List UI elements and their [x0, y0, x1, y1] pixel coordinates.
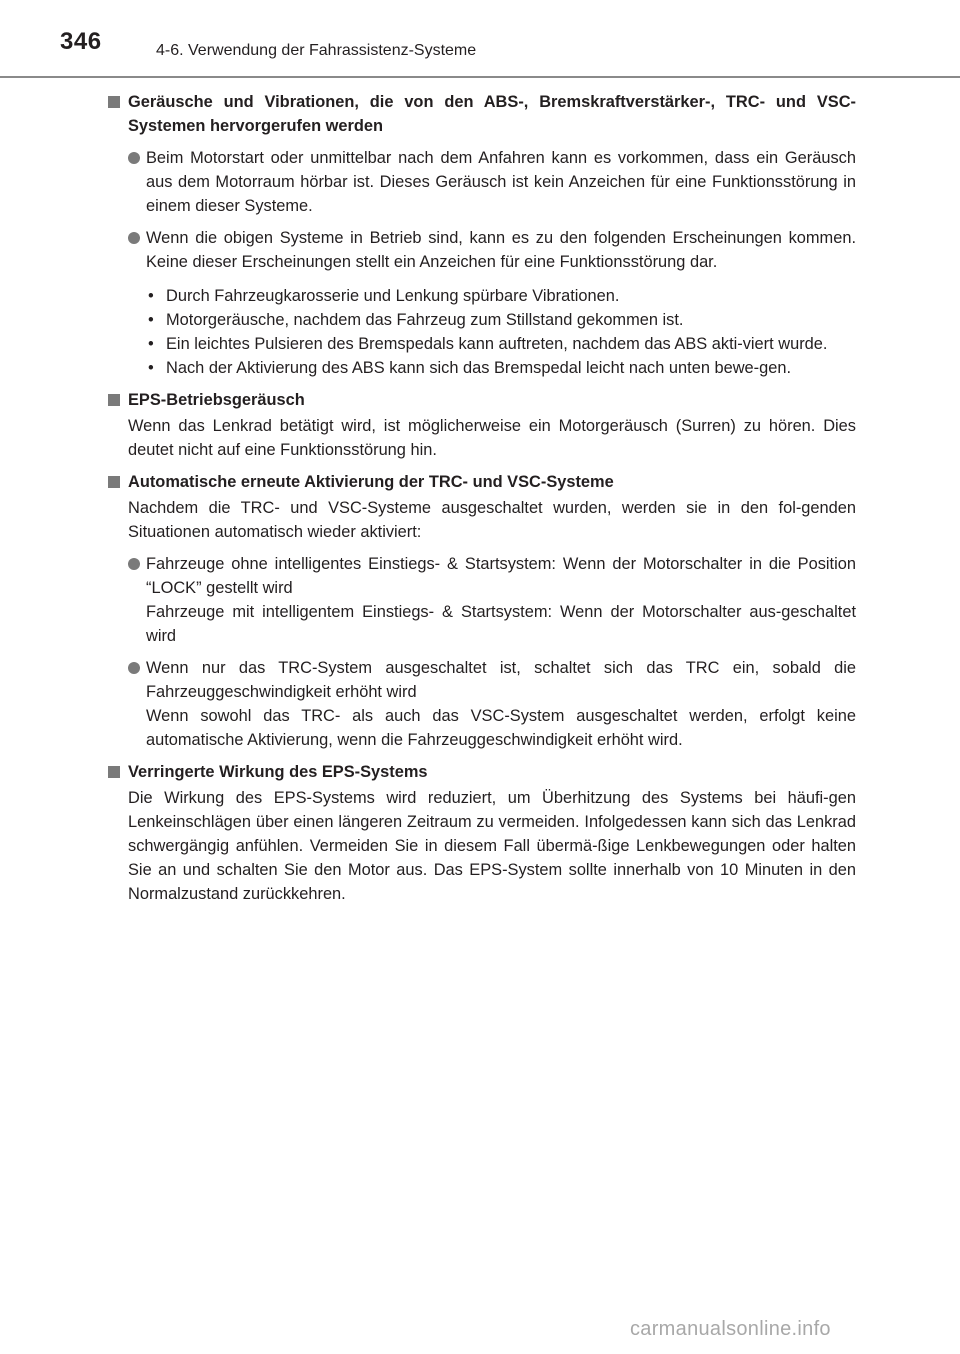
page-content [108, 90, 856, 914]
dot-bullet-icon: • [148, 311, 154, 329]
section-heading: Verringerte Wirkung des EPS-Systems [108, 760, 856, 784]
section-eps-reduced [108, 760, 856, 906]
bullet-item: • Nach der Aktivierung des ABS kann sich das Bremspedal leicht nach unten bewe-gen. [146, 356, 856, 380]
list-item: Wenn die obigen Systeme in Betrieb sind, kann es zu den folgenden Erscheinungen kommen. Keine dieser Erscheinungen stellt ein Anzeichen für eine Funktionsstörung dar. [108, 226, 856, 274]
bullet-item: • Ein leichtes Pulsieren des Bremspedals kann auftreten, nachdem das ABS akti-viert wurde. [146, 332, 856, 356]
square-bullet-icon [108, 766, 120, 778]
bullet-list [108, 284, 856, 380]
bullet-item: • Motorgeräusche, nachdem das Fahrzeug zum Stillstand gekommen ist. [146, 308, 856, 332]
list-item: Fahrzeuge ohne intelligentes Einstiegs- & Startsystem: Wenn der Motorschalter in die Position “LOCK” gestellt wird Fahrzeuge mit intelligentem Einstiegs- & Startsystem: Wenn der Motorschalter aus-geschaltet wird [108, 552, 856, 648]
bullet-item: • Durch Fahrzeugkarosserie und Lenkung spürbare Vibrationen. [146, 284, 856, 308]
section-paragraph: Die Wirkung des EPS-Systems wird reduziert, um Überhitzung des Systems bei häufi-gen Lenkeinschlägen über einen längeren Zeitraum zu vermeiden. Infolgedessen kann sich das Lenkrad schwergängig anfühlen. Vermeiden Sie in diesem Fall übermä-ßige Lenkbewegungen oder halten Sie an und schalten Sie den Motor aus. Das EPS-System sollte innerhalb von 10 Minuten in den Normalzustand zurückkehren. [128, 789, 856, 903]
page-header [0, 0, 960, 78]
dot-bullet-icon: • [148, 335, 154, 353]
square-bullet-icon [108, 96, 120, 108]
circle-bullet-icon [128, 232, 140, 244]
header-divider [0, 76, 960, 78]
section-heading: Geräusche und Vibrationen, die von den ABS-, Bremskraftverstärker-, TRC- und VSC-Systemen hervorgerufen werden [108, 90, 856, 138]
list-item: Wenn nur das TRC-System ausgeschaltet ist, schaltet sich das TRC ein, sobald die Fahrzeuggeschwindigkeit erhöht wird Wenn sowohl das TRC- als auch das VSC-System ausgeschaltet werden, erfolgt keine automatische Aktivierung, wenn die Fahrzeuggeschwindigkeit erhöht wird. [108, 656, 856, 752]
dot-bullet-icon: • [148, 287, 154, 305]
chapter-title: 4-6. Verwendung der Fahrassistenz-Systeme [156, 42, 477, 59]
section-heading: Automatische erneute Aktivierung der TRC- und VSC-Systeme [108, 470, 856, 494]
watermark-text: carmanualsonline.info [630, 1318, 831, 1340]
page-number: 346 [60, 28, 102, 55]
square-bullet-icon [108, 476, 120, 488]
square-bullet-icon [108, 394, 120, 406]
list-item: Beim Motorstart oder unmittelbar nach dem Anfahren kann es vorkommen, dass ein Geräusch aus dem Motorraum hörbar ist. Dieses Geräusch ist kein Anzeichen für eine Funktionsstörung in einem dieser Systeme. [108, 146, 856, 218]
circle-bullet-icon [128, 662, 140, 674]
section-paragraph: Nachdem die TRC- und VSC-Systeme ausgeschaltet wurden, werden sie in den fol-genden Situationen automatisch wieder aktiviert: [128, 499, 856, 541]
circle-bullet-icon [128, 152, 140, 164]
section-auto-reactivation [108, 470, 856, 752]
circle-bullet-icon [128, 558, 140, 570]
section-heading: EPS-Betriebsgeräusch [108, 388, 856, 412]
section-noise-vibration [108, 90, 856, 380]
section-eps-noise [108, 388, 856, 462]
dot-bullet-icon: • [148, 359, 154, 377]
section-paragraph: Wenn das Lenkrad betätigt wird, ist möglicherweise ein Motorgeräusch (Surren) zu hören. Dies deutet nicht auf eine Funktionsstörung hin. [128, 417, 856, 459]
